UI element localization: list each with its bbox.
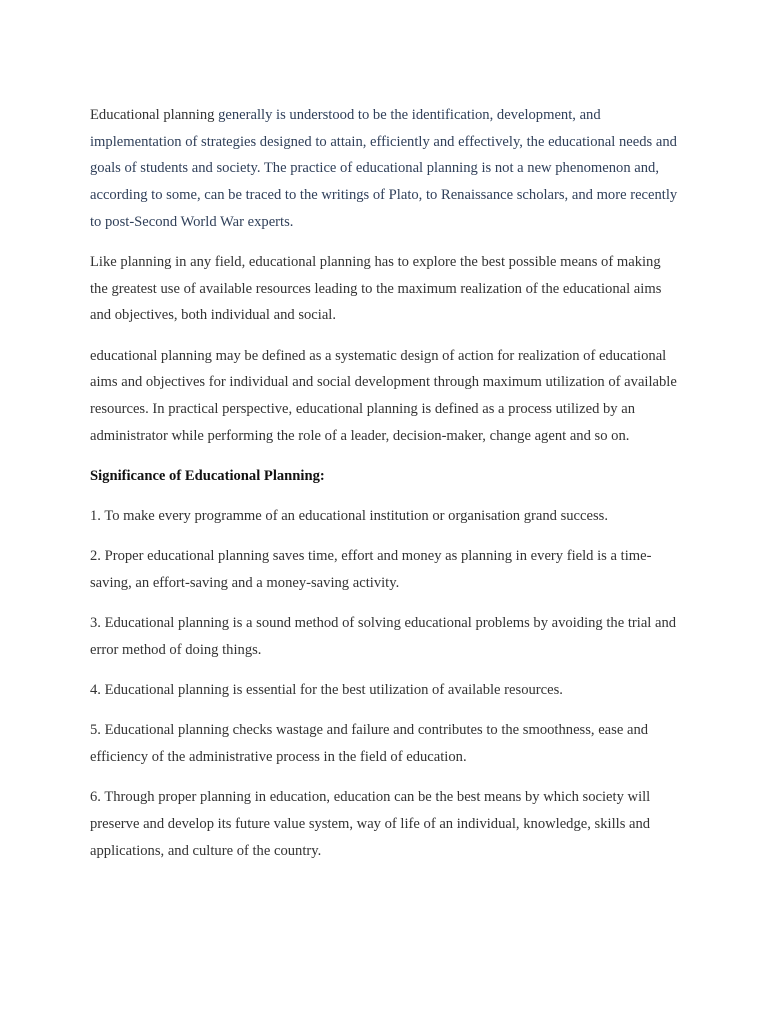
intro-paragraph [90, 102, 680, 236]
significance-point-5: 5. Educational planning checks wastage and failure and contributes to the smoothness, ease and efficiency of the administrative process in the field of education. [90, 722, 649, 766]
significance-point-4: 4. Educational planning is essential for the best utilization of available resources. [90, 682, 563, 699]
significance-point-3: 3. Educational planning is a sound method of solving educational problems by avoiding the trial and error method of doing things. [90, 615, 677, 658]
paragraph-definition: educational planning may be defined as a systematic design of action for realization of educational aims and objectives for individual and social development through maximum utilization of available resources. In practical perspective, educational planning is defined as a process utilized by an administrator while performing the role of a leader, decision-maker, change agent and so on. [90, 347, 677, 444]
intro-paragraph-lead: Educational planning [90, 107, 215, 123]
document-page [90, 102, 680, 878]
significance-point-6: 6. Through proper planning in education, education can be the best means by which society will preserve and develop its future value system, way of life of an individual, knowledge, skills and applications, and culture of the country. [90, 789, 651, 859]
significance-point-2: 2. Proper educational planning saves time, effort and money as planning in every field is a time-saving, an effort-saving and a money-saving activity. [90, 548, 652, 592]
paragraph-planning-field: Like planning in any field, educational planning has to explore the best possible means of making the greatest use of available resources leading to the maximum realization of the educational aims and objectives, both individual and social. [90, 254, 662, 324]
intro-paragraph-rest: generally is understood to be the identification, development, and implementation of strategies designed to attain, efficiently and effectively, the educational needs and goals of students and society. The practice of educational planning is not a new phenomenon and, according to some, can be traced to the writings of Plato, to Renaissance scholars, and more recently to post-Second World War experts. [90, 107, 678, 230]
section-heading: Significance of Educational Planning: [90, 467, 325, 484]
significance-point-1: 1. To make every programme of an educational institution or organisation grand success. [90, 508, 608, 525]
